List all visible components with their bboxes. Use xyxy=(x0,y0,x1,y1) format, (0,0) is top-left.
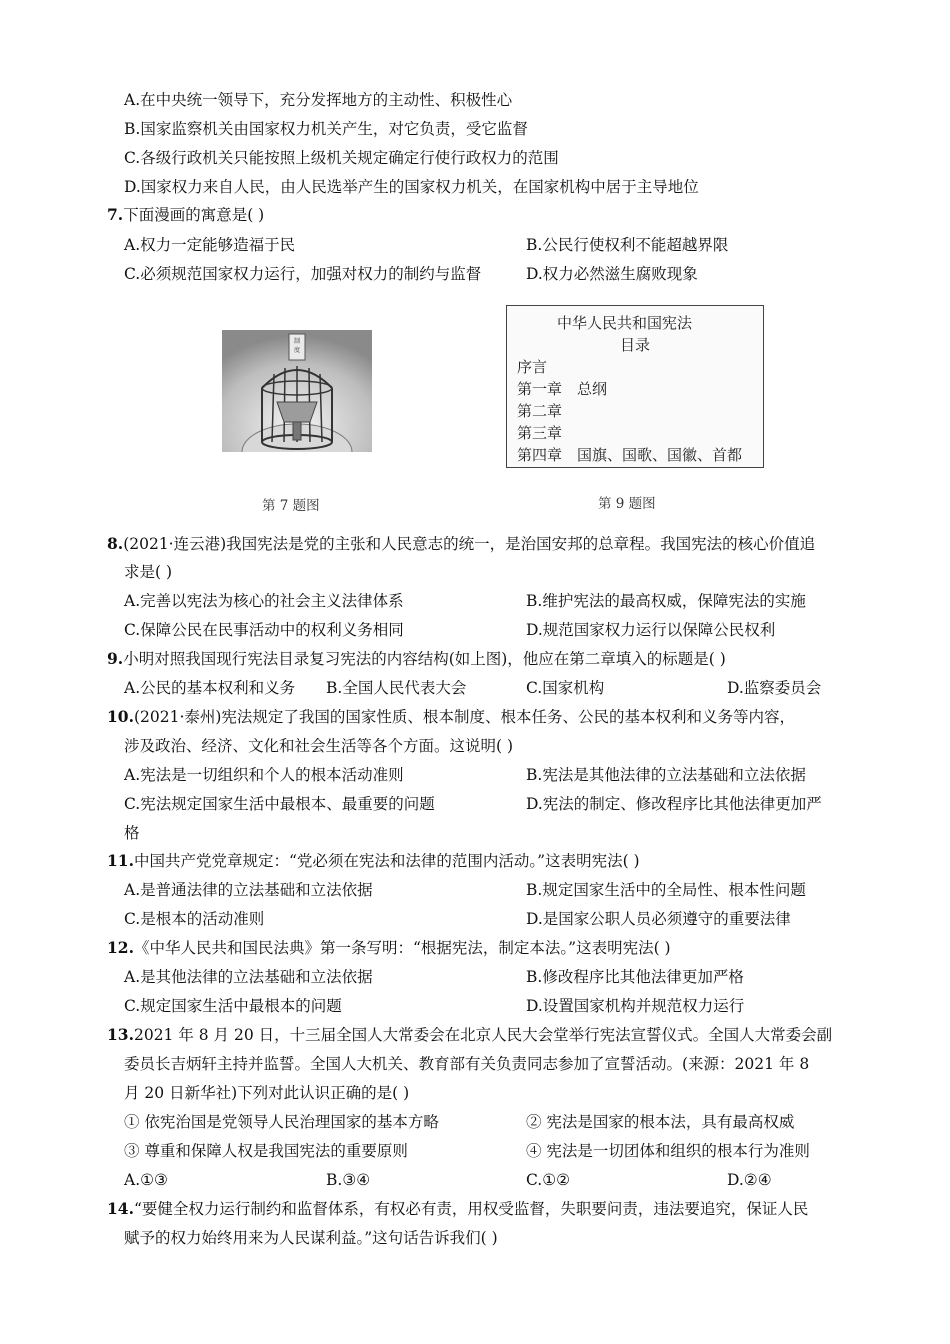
q8-number: 8. xyxy=(107,534,124,553)
toc-entry-chapter-4: 第四章 国旗、国歌、国徽、首都 xyxy=(517,446,743,464)
q14-stem-1: “要健全权力运行制约和监督体系，有权必有责，用权受监督，失职要问责，违法要追究，保证人民 xyxy=(133,1200,809,1218)
q14-number: 14. xyxy=(107,1199,134,1218)
figure-9-caption: 第 9 题图 xyxy=(598,496,656,512)
q9-stem: 小明对照我国现行宪法目录复习宪法的内容结构(如上图)，他应在第二章填入的标题是( ) xyxy=(123,650,726,668)
q7-option-a: A.权力一定能够造福于民 xyxy=(124,236,296,254)
toc-entry-chapter-2: 第二章 xyxy=(517,402,563,420)
q14-stem-line-1 xyxy=(107,1198,808,1220)
q8-stem-2: 求是( ) xyxy=(124,563,173,581)
q9-option-d: D.监察委员会 xyxy=(727,679,822,697)
cage-label-2: 度 xyxy=(293,347,301,354)
q11-option-a: A.是普通法律的立法基础和立法依据 xyxy=(124,881,373,899)
q12-stem: 《中华人民共和国民法典》第一条写明：“根据宪法，制定本法。”这表明宪法( ) xyxy=(133,939,671,957)
q10-option-d: D.宪法的制定、修改程序比其他法律更加严 xyxy=(526,795,822,813)
toc-subtitle: 目录 xyxy=(620,336,651,354)
q12-option-c: C.规定国家生活中最根本的问题 xyxy=(124,997,342,1015)
q7-option-c: C.必须规范国家权力运行，加强对权力的制约与监督 xyxy=(124,265,482,283)
q7-stem: 下面漫画的寓意是( ) xyxy=(123,206,265,224)
q13-option-d: D.②④ xyxy=(727,1171,772,1189)
q10-option-b: B.宪法是其他法律的立法基础和立法依据 xyxy=(526,766,806,784)
q9-option-b: B.全国人民代表大会 xyxy=(326,679,467,697)
q13-stem-1: 2021 年 8 月 20 日，十三届全国人大常委会在北京人民大会堂举行宪法宣誓仪式。全国人大常委会副 xyxy=(133,1026,833,1044)
q10-option-d-wrap: 格 xyxy=(124,824,140,842)
q7-stem-line xyxy=(107,204,264,226)
q13-option-a: A.①③ xyxy=(124,1171,168,1189)
q12-option-b: B.修改程序比其他法律更加严格 xyxy=(526,968,744,986)
q12-stem-line xyxy=(107,937,671,959)
q9-stem-line xyxy=(107,648,726,670)
constitution-toc-box xyxy=(506,305,764,468)
q7-option-b: B.公民行使权利不能超越界限 xyxy=(526,236,729,254)
q10-stem-line-1 xyxy=(107,706,795,728)
figure-7-caption: 第 7 题图 xyxy=(262,498,320,514)
q6-option-d: D.国家权力来自人民，由人民选举产生的国家权力机关，在国家机构中居于主导地位 xyxy=(124,178,699,196)
q13-statement-2: ② 宪法是国家的根本法，具有最高权威 xyxy=(526,1113,795,1131)
q9-number: 9. xyxy=(107,649,124,668)
toc-entry-chapter-3: 第三章 xyxy=(517,424,563,442)
q12-option-d: D.设置国家机构并规范权力运行 xyxy=(526,997,745,1015)
cartoon-figure-7 xyxy=(222,330,372,452)
q7-number: 7. xyxy=(107,205,124,224)
q10-stem-2: 涉及政治、经济、文化和社会生活等各个方面。这说明( ) xyxy=(124,737,514,755)
toc-title: 中华人民共和国宪法 xyxy=(557,314,693,332)
q8-option-a: A.完善以宪法为核心的社会主义法律体系 xyxy=(124,592,404,610)
q8-option-c: C.保障公民在民事活动中的权利义务相同 xyxy=(124,621,404,639)
q14-stem-2: 赋予的权力始终用来为人民谋利益。”这句话告诉我们( ) xyxy=(124,1229,498,1247)
toc-entry-chapter-1: 第一章 总纲 xyxy=(517,380,608,398)
q12-number: 12. xyxy=(107,938,134,957)
power-figure xyxy=(277,402,317,422)
q6-option-b: B.国家监察机关由国家权力机关产生，对它负责，受它监督 xyxy=(124,120,528,138)
q8-stem-line-1 xyxy=(107,533,815,555)
q11-number: 11. xyxy=(107,851,134,870)
q7-option-d: D.权力必然滋生腐败现象 xyxy=(526,265,698,283)
q11-option-b: B.规定国家生活中的全局性、根本性问题 xyxy=(526,881,806,899)
q10-stem-1: (2021·泰州)宪法规定了我国的国家性质、根本制度、根本任务、公民的基本权利和义务等内容， xyxy=(133,708,795,726)
q13-statement-1: ① 依宪治国是党领导人民治理国家的基本方略 xyxy=(124,1113,439,1131)
q6-option-c: C.各级行政机关只能按照上级机关规定确定行使行政权力的范围 xyxy=(124,149,559,167)
q9-option-c: C.国家机构 xyxy=(526,679,605,697)
q8-option-d: D.规范国家权力运行以保障公民权利 xyxy=(526,621,776,639)
q13-statement-4: ④ 宪法是一切团体和组织的根本行为准则 xyxy=(526,1142,810,1160)
q11-stem-line xyxy=(107,850,640,872)
toc-entry-preface: 序言 xyxy=(517,358,548,376)
q13-number: 13. xyxy=(107,1025,134,1044)
power-figure-stand xyxy=(293,422,301,440)
q13-stem-2: 委员长吉炳轩主持并监誓。全国人大机关、教育部有关负责同志参加了宣誓活动。(来源：2021 年 8 xyxy=(124,1055,810,1073)
q11-option-d: D.是国家公职人员必须遵守的重要法律 xyxy=(526,910,791,928)
q13-stem-3: 月 20 日新华社)下列对此认识正确的是( ) xyxy=(124,1084,410,1102)
q10-option-c: C.宪法规定国家生活中最根本、最重要的问题 xyxy=(124,795,435,813)
q8-option-b: B.维护宪法的最高权威，保障宪法的实施 xyxy=(526,592,806,610)
q8-stem-1: (2021·连云港)我国宪法是党的主张和人民意志的统一，是治国安邦的总章程。我国宪法的核心价值追 xyxy=(123,535,816,553)
q11-stem: 中国共产党党章规定：“党必须在宪法和法律的范围内活动。”这表明宪法( ) xyxy=(133,852,640,870)
q11-option-c: C.是根本的活动准则 xyxy=(124,910,265,928)
q10-option-a: A.宪法是一切组织和个人的根本活动准则 xyxy=(124,766,404,784)
q12-option-a: A.是其他法律的立法基础和立法依据 xyxy=(124,968,373,986)
cage-label-1: 制 xyxy=(293,338,301,345)
q13-option-c: C.①② xyxy=(526,1171,571,1189)
q13-stem-line-1 xyxy=(107,1024,832,1046)
q13-option-b: B.③④ xyxy=(326,1171,371,1189)
q6-option-a: A.在中央统一领导下，充分发挥地方的主动性、积极性心 xyxy=(124,91,513,109)
q9-option-a: A.公民的基本权利和义务 xyxy=(124,679,296,697)
q13-statement-3: ③ 尊重和保障人权是我国宪法的重要原则 xyxy=(124,1142,408,1160)
q10-number: 10. xyxy=(107,707,134,726)
